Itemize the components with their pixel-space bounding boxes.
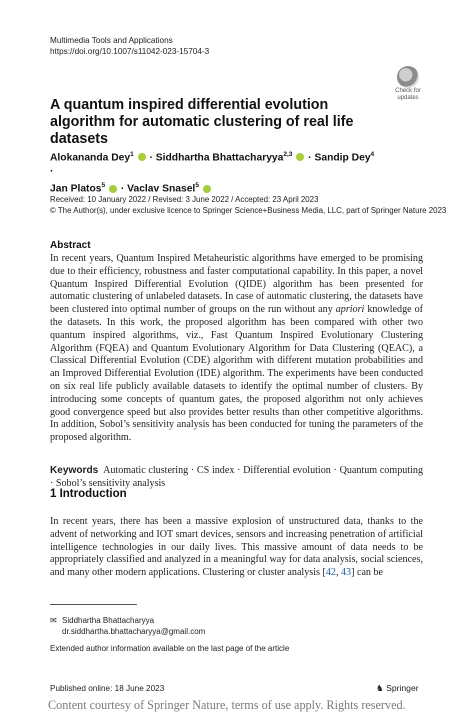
keywords: [50, 465, 423, 491]
abstract-heading: Abstract: [50, 240, 91, 251]
publisher-name: Springer: [386, 683, 419, 693]
author-name: Jan Platos: [50, 183, 102, 195]
abstract-text-2: knowledge of the datasets. In this work, the proposed algorithm has been compared with other two quantum inspired algorithms, viz., Fast Quantum Inspired Evolutionary Clustering Algorithm (FQEA) and Quantum Evolutionary Algorithm for Data Clustering (QEAC), a Classical Differential Evolution (CDE) algorithm with different mutation probabilities and an Improved Differential Evolution (IDE) algorithm. The experiments have been conducted on six real life publicly available datasets to identify the optimal number of clusters. By introducing some concepts of quantum gates, the proposed algorithm not only achieves good convergence speed but also provides better results than other competitive algorithms. In addition, Sobol’s sensitivity analysis has been conducted for tuning the parameters of the proposed algorithm.: [50, 304, 423, 444]
keywords-text: Automatic clustering · CS index · Differential evolution · Quantum computing · Sobol’s sensitivity analysis: [50, 465, 423, 489]
intro-text: In recent years, there has been a massive explosion of unstructured data, thanks to the advent of networking and IOT smart devices, sensors and increasing penetration of artificial intelligence technologies in our daily lives. This massive amount of data needs to be appropriately classified and analyzed in a meaningful way for data analysis, social sciences, and many other modern applications. Clustering or cluster analysis: [50, 516, 423, 579]
author-list: Alokananda Dey$^1$ · Siddhartha Bhattacharyya$^{2,3}$ · Sandip Dey$^4$ · Jan Platos$^5$ · Vaclav Snasel$^5$: [50, 151, 375, 195]
cite-bracket: [: [322, 567, 326, 579]
abstract-text-1: In recent years, Quantum Inspired Metaheuristic algorithms have emerged to be promising due to their efficiency, robustness and faster computational capability. In this paper, a novel Quantum Inspired Differential Evolution (QIDE) algorithm has been presented for automatic clustering of unlabeled datasets. In case of automatic clustering, the datasets have been clustered into optimal number of groups on the run without any: [50, 253, 423, 316]
article-dates: [50, 195, 446, 216]
author-affil: 5: [195, 182, 199, 190]
orcid-icon[interactable]: [109, 185, 117, 193]
badge-line2: updates: [397, 94, 419, 101]
publisher-logo: [376, 683, 419, 694]
copyright-line: © The Author(s), under exclusive licence to Springer Science+Business Media, LLC, part of Springer Nature 2023: [50, 205, 447, 215]
paper-title: A quantum inspired differential evolution algorithm for automatic clustering of real life datasets: [50, 97, 354, 147]
footnote-rule: [50, 604, 137, 605]
orcid-icon[interactable]: [203, 185, 211, 193]
envelope-icon: ✉: [50, 616, 57, 625]
cite-sep: ,: [335, 567, 341, 579]
corresponding-author: Siddhartha Bhattacharyya: [62, 616, 155, 625]
badge-line1: Check for: [395, 88, 421, 94]
citation-link[interactable]: 43: [340, 567, 352, 579]
author-name: Alokananda Dey: [50, 152, 131, 164]
keywords-label: Keywords: [50, 465, 99, 476]
author-affil: 1: [130, 151, 134, 158]
correspondence: [50, 615, 205, 637]
history-dates: Received: 10 January 2022 / Revised: 3 June 2022 / Accepted: 23 April 2023: [50, 195, 319, 204]
author-affil: 2,3: [283, 151, 293, 158]
journal-doi[interactable]: https://doi.org/10.1007/s11042-023-15704-3: [50, 47, 210, 56]
check-for-updates-badge[interactable]: [392, 66, 424, 102]
abstract-italic: apriori: [335, 304, 365, 316]
author-name: Siddhartha Bhattacharyya: [155, 152, 284, 164]
extended-info-note: Extended author information available on the last page of the article: [50, 644, 290, 653]
author-affil: 4: [370, 151, 375, 158]
intro-paragraph: [50, 516, 423, 580]
section-heading: 1 Introduction: [50, 488, 127, 500]
corresponding-email[interactable]: dr.siddhartha.bhattacharyya@gmail.com: [62, 627, 206, 636]
journal-name: Multimedia Tools and Applications: [50, 36, 173, 45]
author-affil: 5: [101, 182, 106, 190]
journal-header: [50, 35, 209, 57]
courtesy-watermark: Content courtesy of Springer Nature, terms of use apply. Rights reserved.: [48, 698, 406, 712]
author-name: Sandip Dey: [314, 152, 371, 164]
springer-horse-icon: ♞: [376, 683, 384, 693]
published-date: Published online: 18 June 2023: [50, 684, 165, 693]
author-name: Vaclav Snasel: [127, 183, 196, 195]
orcid-icon[interactable]: [296, 153, 304, 161]
citation-link[interactable]: 42: [325, 567, 336, 579]
orcid-icon[interactable]: [138, 153, 146, 161]
abstract-body: [50, 253, 423, 445]
check-updates-icon: [397, 66, 419, 88]
intro-tail: can be: [354, 567, 384, 579]
cite-bracket: ]: [351, 567, 355, 579]
